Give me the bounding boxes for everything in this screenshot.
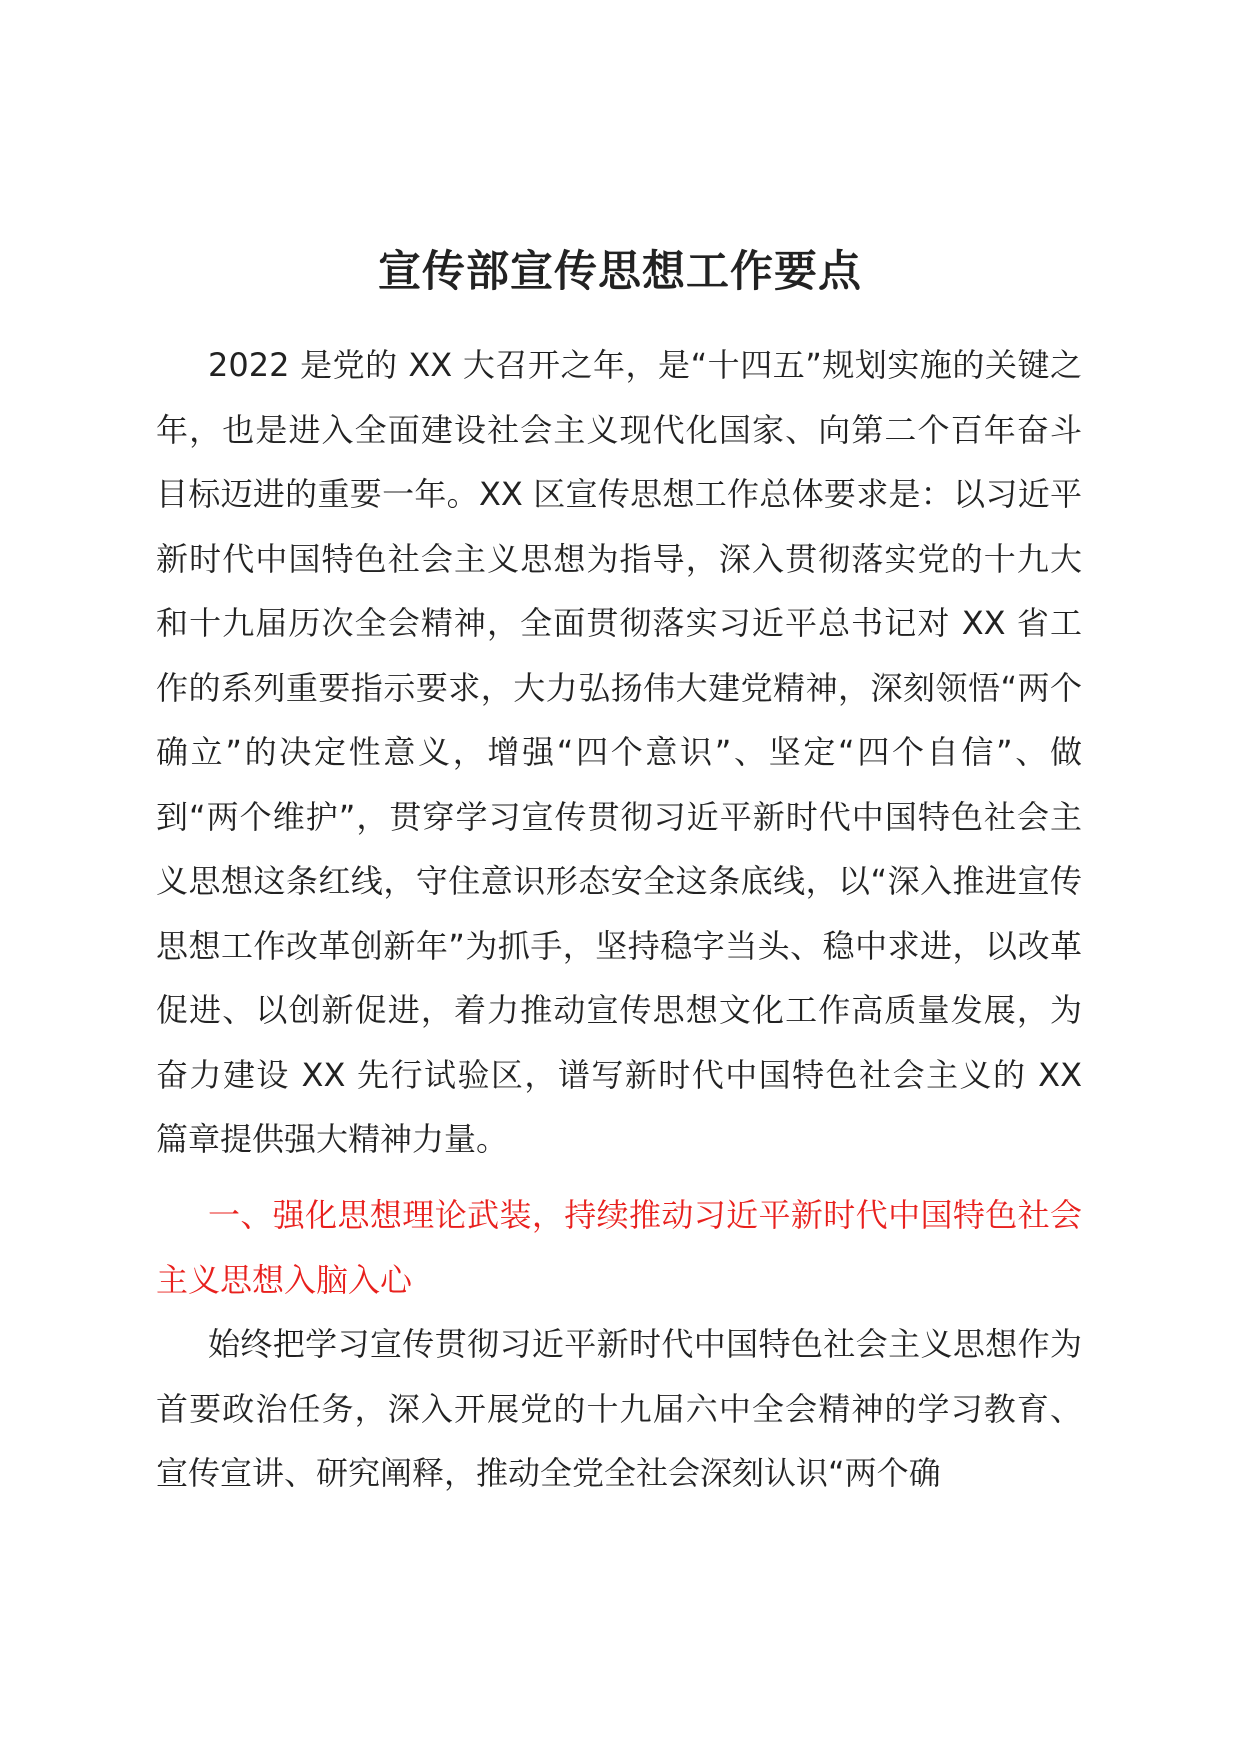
section-1-paragraph: 始终把学习宣传贯彻习近平新时代中国特色社会主义思想作为首要政治任务，深入开展党的十九届六中全会精神的学习教育、宣传宣讲、研究阐释，推动全党全社会深刻认识“两个确 [156, 1325, 1082, 1492]
document-title: 宣传部宣传思想工作要点 [378, 247, 862, 297]
section-heading-1: 一、强化思想理论武装，持续推动习近平新时代中国特色社会主义思想入脑入心 [156, 1196, 1082, 1299]
intro-paragraph: 2022 是党的 XX 大召开之年，是“十四五”规划实施的关键之年，也是进入全面建设社会主义现代化国家、向第二个百年奋斗目标迈进的重要一年。XX 区宣传思想工作总体要求是：以习近平新时代中国特色社会主义思想为指导，深入贯彻落实党的十九大和十九届历次全会精神，全面贯彻落实习近平总书记对 XX 省工作的系列重要指示要求，大力弘扬伟大建党精神，深刻领悟“两个确立”的决定性意义，增强“四个意识”、坚定“四个自信”、做到“两个维护”，贯穿学习宣传贯彻习近平新时代中国特色社会主义思想这条红线，守住意识形态安全这条底线，以“深入推进宣传思想工作改革创新年”为抓手，坚持稳字当头、稳中求进，以改革促进、以创新促进，着力推动宣传思想文化工作高质量发展，为奋力建设 XX 先行试验区，谱写新时代中国特色社会主义的 XX 篇章提供强大精神力量。 [156, 346, 1082, 1158]
